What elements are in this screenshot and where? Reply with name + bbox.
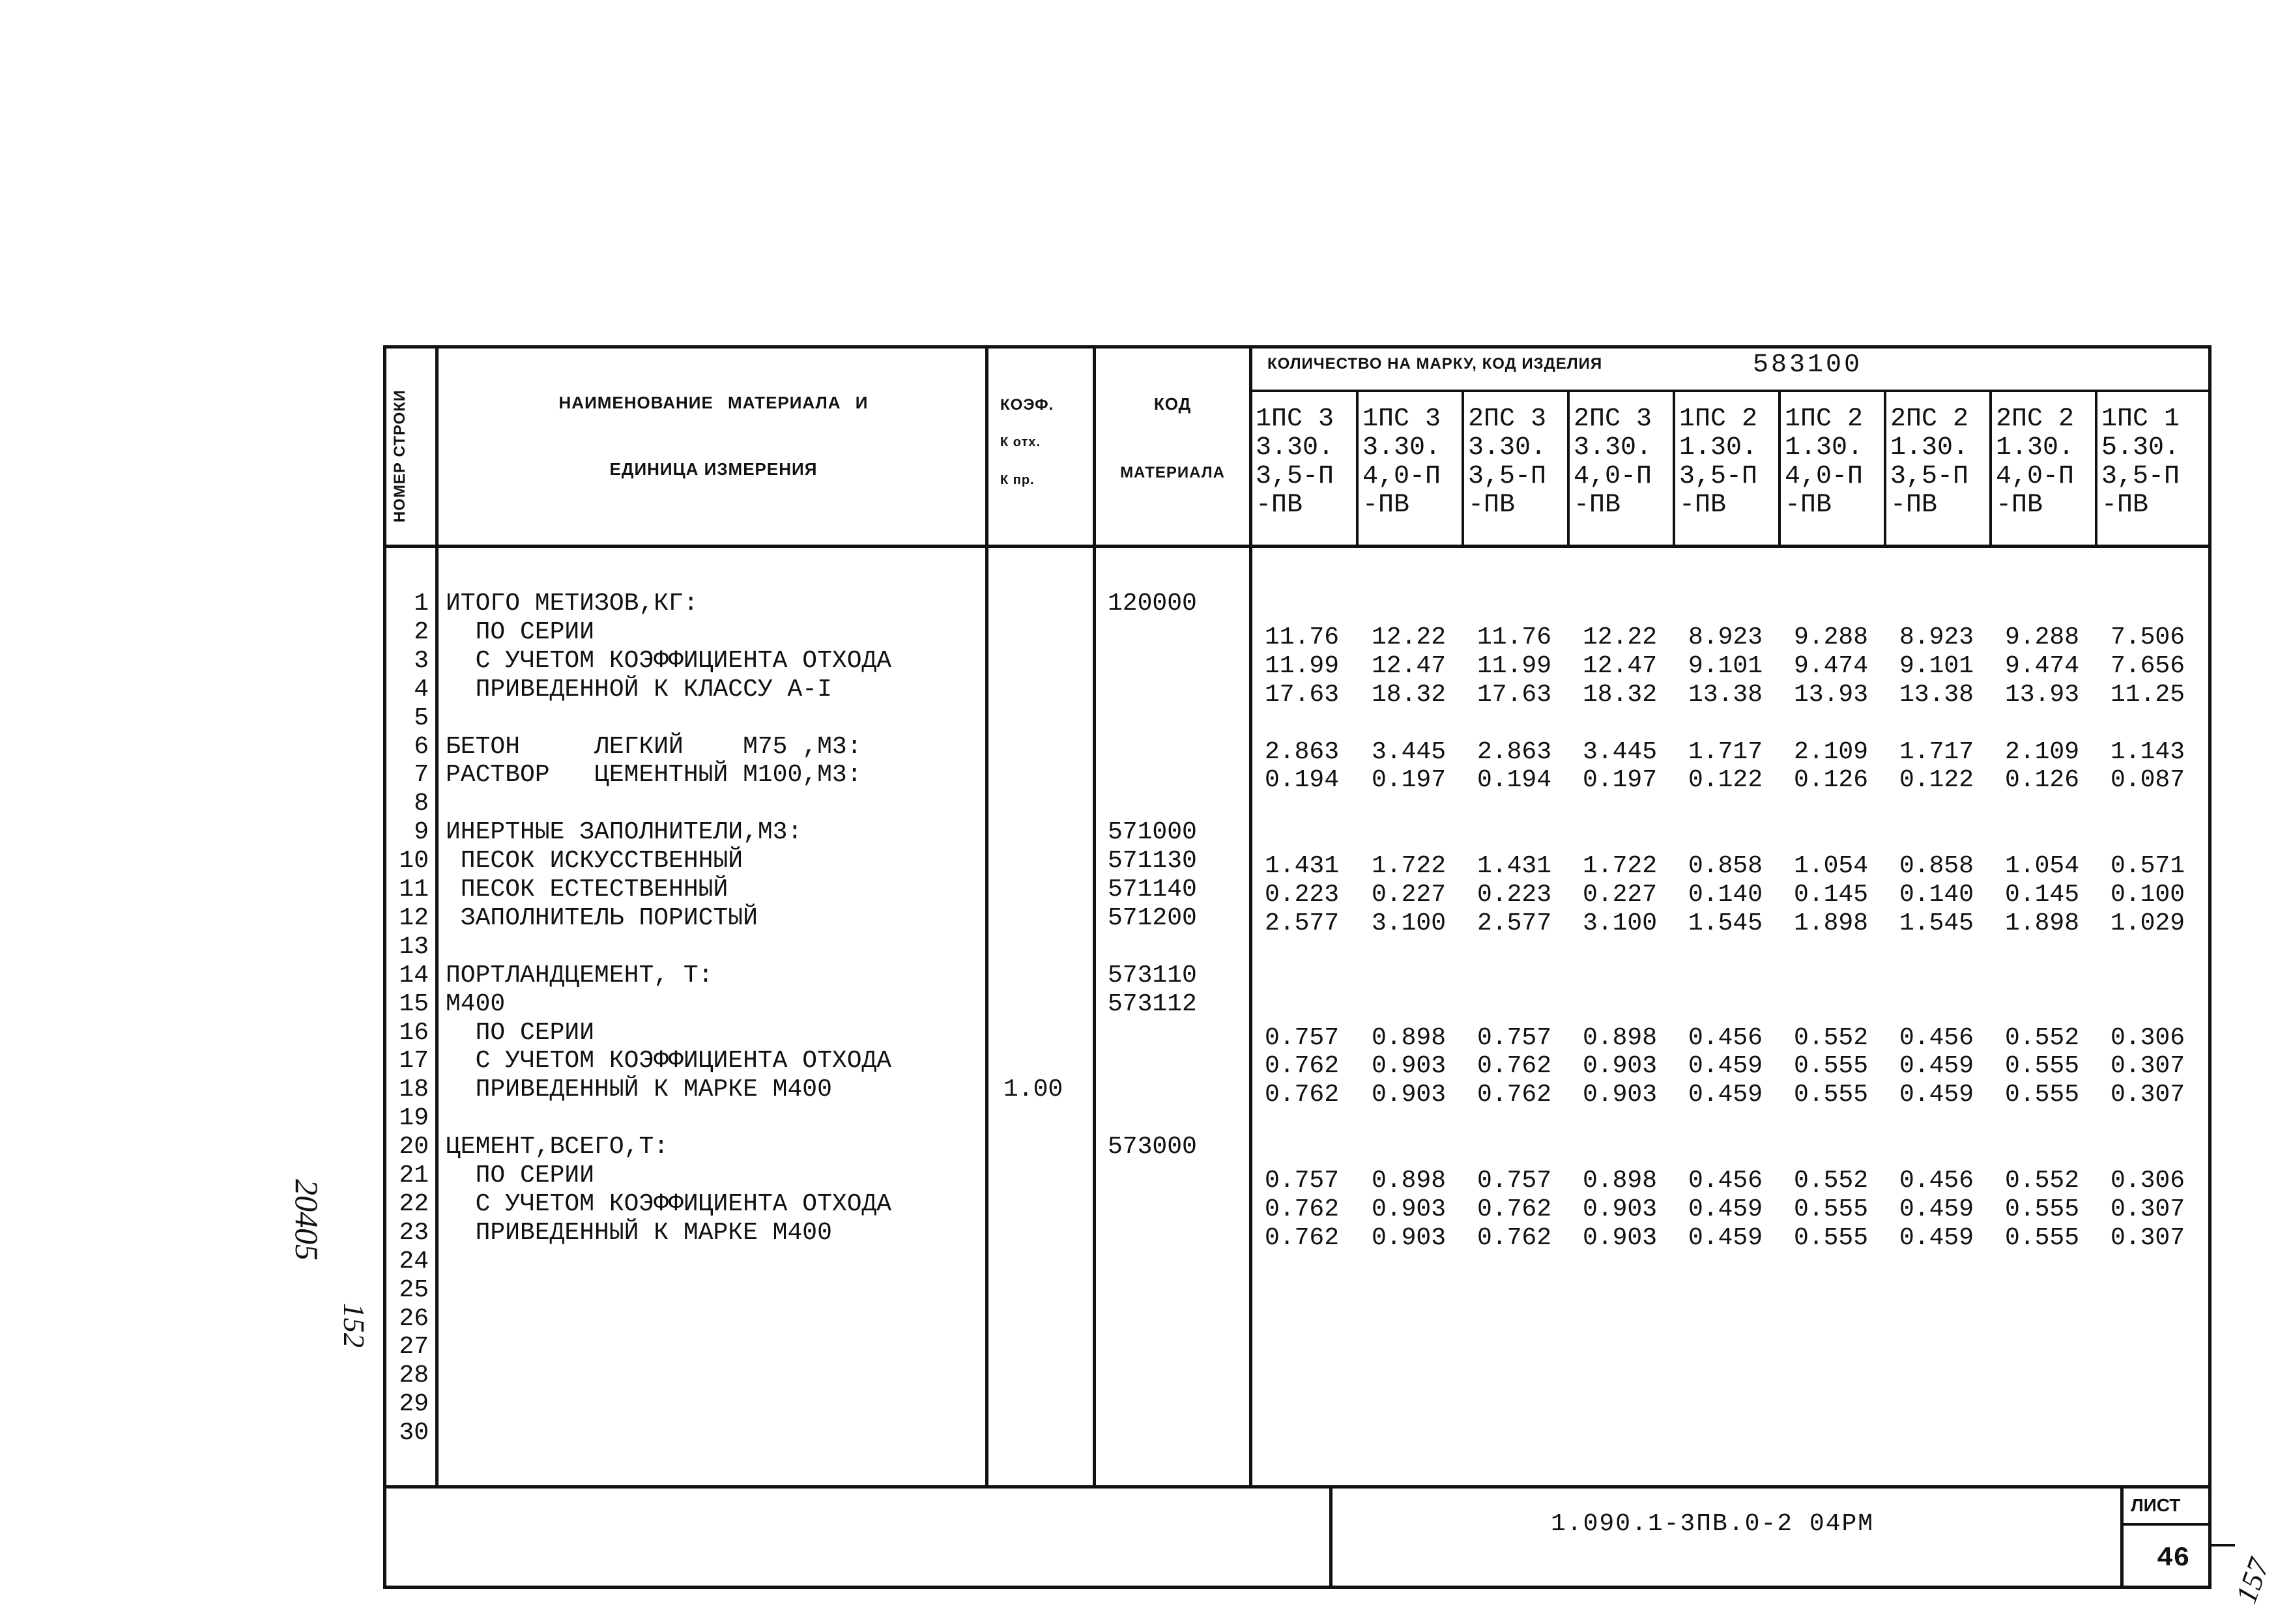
quantity-cell: 2.109 [1793, 737, 1869, 766]
row-name: ПО СЕРИИ [446, 1161, 595, 1190]
quantity-cell: 0.145 [1793, 881, 1869, 909]
header-code-line1: КОД [1153, 394, 1192, 414]
header-name-line2: ЕДИНИЦА ИЗМЕРЕНИЯ [609, 459, 818, 479]
row-number: 3 [414, 646, 429, 675]
row-number: 19 [399, 1104, 429, 1133]
row-number: 11 [399, 876, 429, 904]
quantity-cell: 0.903 [1582, 1195, 1658, 1223]
quantity-cell: 1.722 [1371, 852, 1447, 881]
quantity-cell: 11.99 [1264, 651, 1340, 680]
row-number: 1 [414, 590, 429, 618]
quantity-cell: 0.762 [1264, 1223, 1340, 1252]
col-sep [1567, 391, 1570, 546]
row-name: С УЧЕТОМ КОЭФФИЦИЕНТА ОТХОДА [446, 1190, 892, 1218]
quantity-cell: 3.445 [1371, 737, 1447, 766]
quantity-cell: 9.474 [2004, 651, 2080, 680]
quantity-cell: 0.762 [1477, 1081, 1552, 1109]
row-number: 2 [414, 618, 429, 646]
quantity-cell: 1.143 [2110, 737, 2185, 766]
quantity-cell: 17.63 [1477, 680, 1552, 709]
header-coef-line1: КОЭФ. [1000, 396, 1054, 414]
frame-right [2208, 345, 2212, 1589]
col-sep [1462, 391, 1464, 546]
quantity-cell: 0.903 [1582, 1052, 1658, 1081]
sheet-label: ЛИСТ [2131, 1495, 2181, 1515]
quantity-cell: 18.32 [1582, 680, 1658, 709]
quantity-cell: 0.456 [1899, 1167, 1974, 1195]
quantity-cell: 0.456 [1688, 1167, 1763, 1195]
material-code: 120000 [1108, 590, 1197, 618]
corner-tick [2209, 1544, 2235, 1546]
quantity-cell: 1.898 [2004, 909, 2080, 937]
quantity-cell: 12.47 [1582, 651, 1658, 680]
quantity-cell: 0.903 [1371, 1052, 1447, 1081]
quantity-cell: 13.38 [1688, 680, 1763, 709]
quantity-cell: 0.140 [1688, 881, 1763, 909]
quantity-cell: 0.552 [1793, 1167, 1869, 1195]
row-number: 12 [399, 904, 429, 932]
material-code: 571200 [1108, 904, 1197, 932]
quantity-cell: 0.555 [1793, 1223, 1869, 1252]
column-header: 1ПС 2 1.30. 4,0-П -ПВ [1785, 405, 1864, 520]
header-divider [383, 545, 2212, 548]
quantity-cell: 0.903 [1582, 1081, 1658, 1109]
quantity-cell: 9.288 [2004, 623, 2080, 651]
row-number: 7 [414, 761, 429, 790]
quantity-cell: 8.923 [1688, 623, 1763, 651]
col-sep [1356, 391, 1359, 546]
quantity-cell: 0.459 [1899, 1195, 1974, 1223]
row-number: 10 [399, 847, 429, 876]
quantity-cell: 7.656 [2110, 651, 2185, 680]
document-designation: 1.090.1-3ПВ.0-2 04РМ [1551, 1510, 1875, 1538]
vline-rownum [435, 345, 439, 1487]
row-number: 6 [414, 732, 429, 761]
material-code: 571130 [1108, 847, 1197, 876]
frame-top [383, 345, 2212, 349]
quantity-cell: 12.22 [1371, 623, 1447, 651]
quantity-cell: 0.087 [2110, 766, 2185, 795]
quantity-cell: 0.555 [1793, 1195, 1869, 1223]
quantity-cell: 0.459 [1688, 1081, 1763, 1109]
coefficient-value: 1.00 [1003, 1076, 1063, 1104]
row-name: ПРИВЕДЕННЫЙ К МАРКЕ М400 [446, 1218, 832, 1247]
row-number: 13 [399, 932, 429, 961]
quantity-cell: 0.122 [1688, 766, 1763, 795]
quantity-cell: 1.029 [2110, 909, 2185, 937]
quantity-cell: 0.307 [2110, 1052, 2185, 1081]
quantity-cell: 0.762 [1477, 1195, 1552, 1223]
header-quantity-label: КОЛИЧЕСТВО НА МАРКУ, КОД ИЗДЕЛИЯ [1267, 355, 1603, 373]
row-number: 16 [399, 1018, 429, 1047]
row-name: М400 [446, 990, 506, 1018]
quantity-cell: 0.223 [1264, 881, 1340, 909]
quantity-cell: 1.717 [1899, 737, 1974, 766]
quantity-cell: 3.100 [1371, 909, 1447, 937]
quantity-cell: 2.109 [2004, 737, 2080, 766]
row-number: 18 [399, 1076, 429, 1104]
row-name: ИНЕРТНЫЕ ЗАПОЛНИТЕЛИ,М3: [446, 818, 803, 847]
column-header: 1ПС 3 3.30. 4,0-П -ПВ [1362, 405, 1441, 520]
row-number: 20 [399, 1133, 429, 1161]
quantity-cell: 3.445 [1582, 737, 1658, 766]
quantity-cell: 0.307 [2110, 1081, 2185, 1109]
quantity-cell: 7.506 [2110, 623, 2185, 651]
col-sep [1673, 391, 1675, 546]
quantity-cell: 11.25 [2110, 680, 2185, 709]
quantity-cell: 0.126 [1793, 766, 1869, 795]
quantity-cell: 0.858 [1688, 852, 1763, 881]
column-header: 1ПС 2 1.30. 3,5-П -ПВ [1679, 405, 1758, 520]
quantity-cell: 0.555 [2004, 1195, 2080, 1223]
quantity-cell: 1.722 [1582, 852, 1658, 881]
row-name: ПОРТЛАНДЦЕМЕНТ, Т: [446, 961, 713, 990]
quantity-cell: 0.197 [1371, 766, 1447, 795]
quantity-cell: 0.194 [1477, 766, 1552, 795]
quantity-cell: 0.898 [1371, 1167, 1447, 1195]
sheet-number: 46 [2157, 1543, 2190, 1574]
vline-name [985, 345, 988, 1487]
quantity-cell: 0.898 [1371, 1023, 1447, 1052]
quantity-cell: 0.762 [1264, 1052, 1340, 1081]
quantity-cell: 0.903 [1582, 1223, 1658, 1252]
quantity-cell: 9.288 [1793, 623, 1869, 651]
quantity-cell: 0.762 [1264, 1081, 1340, 1109]
quantity-cell: 0.306 [2110, 1023, 2185, 1052]
quantity-cell: 2.577 [1477, 909, 1552, 937]
row-name: С УЧЕТОМ КОЭФФИЦИЕНТА ОТХОДА [446, 646, 892, 675]
quantity-cell: 0.555 [2004, 1052, 2080, 1081]
quantity-cell: 1.054 [2004, 852, 2080, 881]
quantity-cell: 0.227 [1582, 881, 1658, 909]
quantity-cell: 12.22 [1582, 623, 1658, 651]
quantity-cell: 11.76 [1264, 623, 1340, 651]
row-number: 14 [399, 961, 429, 990]
row-number: 15 [399, 990, 429, 1018]
quantity-cell: 17.63 [1264, 680, 1340, 709]
material-code: 573000 [1108, 1133, 1197, 1161]
row-name: РАСТВОР ЦЕМЕНТНЫЙ М100,М3: [446, 761, 862, 790]
row-name: ЦЕМЕНТ,ВСЕГО,Т: [446, 1133, 669, 1161]
quantity-cell: 0.571 [2110, 852, 2185, 881]
quantity-cell: 9.101 [1688, 651, 1763, 680]
row-name: С УЧЕТОМ КОЭФФИЦИЕНТА ОТХОДА [446, 1047, 892, 1076]
material-code: 571000 [1108, 818, 1197, 847]
quantity-cell: 0.903 [1371, 1223, 1447, 1252]
footer-vline-designation [1329, 1485, 1333, 1589]
row-number: 25 [399, 1275, 429, 1304]
quantity-cell: 1.898 [1793, 909, 1869, 937]
col-sep [1884, 391, 1886, 546]
row-name: ПО СЕРИИ [446, 1018, 595, 1047]
material-code: 573110 [1108, 961, 1197, 990]
quantity-cell: 0.100 [2110, 881, 2185, 909]
quantity-cell: 0.197 [1582, 766, 1658, 795]
row-number: 22 [399, 1190, 429, 1218]
row-number: 28 [399, 1361, 429, 1390]
quantity-cell: 0.762 [1477, 1223, 1552, 1252]
quantity-cell: 0.307 [2110, 1195, 2185, 1223]
col-sep [1989, 391, 1992, 546]
quantity-cell: 0.555 [2004, 1081, 2080, 1109]
margin-page-number: 152 [338, 1303, 371, 1348]
quantity-cell: 1.431 [1477, 852, 1552, 881]
column-header: 2ПС 2 1.30. 3,5-П -ПВ [1890, 405, 1969, 520]
quantity-cell: 1.431 [1264, 852, 1340, 881]
header-code-line2: МАТЕРИАЛА [1120, 464, 1225, 481]
row-number: 29 [399, 1390, 429, 1419]
quantity-cell: 0.552 [1793, 1023, 1869, 1052]
row-number: 23 [399, 1218, 429, 1247]
row-name: ПЕСОК ИСКУССТВЕННЫЙ [446, 847, 743, 876]
quantity-cell: 0.552 [2004, 1167, 2080, 1195]
footer-sheet-divider [2120, 1523, 2212, 1526]
row-number: 21 [399, 1161, 429, 1190]
header-row-number: НОМЕР СТРОКИ [391, 389, 409, 523]
quantity-cell: 0.555 [1793, 1081, 1869, 1109]
header-product-code: 583100 [1753, 350, 1863, 380]
quantity-cell: 0.306 [2110, 1167, 2185, 1195]
quantity-cell: 1.054 [1793, 852, 1869, 881]
quantity-cell: 0.762 [1264, 1195, 1340, 1223]
quantity-cell: 0.459 [1899, 1223, 1974, 1252]
row-name: ПЕСОК ЕСТЕСТВЕННЫЙ [446, 876, 728, 904]
quantity-cell: 18.32 [1371, 680, 1447, 709]
quantity-cell: 0.757 [1477, 1023, 1552, 1052]
row-number: 27 [399, 1333, 429, 1361]
row-name: ПО СЕРИИ [446, 618, 595, 646]
column-header: 2ПС 3 3.30. 4,0-П -ПВ [1574, 405, 1652, 520]
quantity-cell: 12.47 [1371, 651, 1447, 680]
row-number: 4 [414, 675, 429, 704]
quantity-cell: 0.227 [1371, 881, 1447, 909]
quantity-cell: 0.898 [1582, 1167, 1658, 1195]
header-coef-line3: К пр. [1000, 473, 1035, 487]
footer-divider [383, 1485, 2212, 1489]
quantity-cell: 13.38 [1899, 680, 1974, 709]
quantity-cell: 13.93 [2004, 680, 2080, 709]
quantity-cell: 0.903 [1371, 1195, 1447, 1223]
column-header: 2ПС 2 1.30. 4,0-П -ПВ [1996, 405, 2075, 520]
quantity-cell: 0.459 [1899, 1052, 1974, 1081]
row-name: ПРИВЕДЕННЫЙ К МАРКЕ М400 [446, 1076, 832, 1104]
quantity-cell: 0.555 [1793, 1052, 1869, 1081]
vline-coef [1093, 345, 1096, 1487]
row-name: ИТОГО МЕТИЗОВ,КГ: [446, 590, 699, 618]
quantity-cell: 0.145 [2004, 881, 2080, 909]
quantity-cell: 8.923 [1899, 623, 1974, 651]
footer-vline-sheet [2120, 1485, 2124, 1589]
quantity-cell: 0.223 [1477, 881, 1552, 909]
quantity-cell: 0.456 [1688, 1023, 1763, 1052]
quantity-cell: 13.93 [1793, 680, 1869, 709]
column-header: 1ПС 1 5.30. 3,5-П -ПВ [2101, 405, 2180, 520]
quantity-cell: 0.903 [1371, 1081, 1447, 1109]
quantity-cell: 0.552 [2004, 1023, 2080, 1052]
quantity-cell: 11.99 [1477, 651, 1552, 680]
quantity-cell: 0.456 [1899, 1023, 1974, 1052]
material-code: 573112 [1108, 990, 1197, 1018]
quantity-cell: 1.545 [1688, 909, 1763, 937]
quantity-cell: 0.555 [2004, 1223, 2080, 1252]
row-number: 9 [414, 818, 429, 847]
quantity-cell: 0.459 [1688, 1195, 1763, 1223]
quantity-cell: 0.126 [2004, 766, 2080, 795]
row-number: 30 [399, 1419, 429, 1447]
quantity-cell: 2.863 [1477, 737, 1552, 766]
row-number: 26 [399, 1304, 429, 1333]
quantity-cell: 0.307 [2110, 1223, 2185, 1252]
quantity-cell: 2.577 [1264, 909, 1340, 937]
quantity-cell: 1.717 [1688, 737, 1763, 766]
frame-left [383, 345, 386, 1589]
row-name: ЗАПОЛНИТЕЛЬ ПОРИСТЫЙ [446, 904, 758, 932]
column-header: 2ПС 3 3.30. 3,5-П -ПВ [1468, 405, 1547, 520]
quantity-cell: 0.140 [1899, 881, 1974, 909]
quantity-cell: 0.762 [1477, 1052, 1552, 1081]
quantity-cell: 0.898 [1582, 1023, 1658, 1052]
row-number: 17 [399, 1047, 429, 1076]
quantity-cell: 0.757 [1264, 1167, 1340, 1195]
corner-number: 157 [2228, 1554, 2276, 1608]
quantity-cell: 0.122 [1899, 766, 1974, 795]
quantity-cell: 0.757 [1477, 1167, 1552, 1195]
quantity-cell: 0.459 [1688, 1223, 1763, 1252]
col-sep [2095, 391, 2097, 546]
row-number: 5 [414, 704, 429, 732]
quantity-cell: 2.863 [1264, 737, 1340, 766]
quantity-cell: 0.459 [1899, 1081, 1974, 1109]
header-coef-line2: К отх. [1000, 435, 1041, 449]
quantity-cell: 9.474 [1793, 651, 1869, 680]
row-name: ПРИВЕДЕННОЙ К КЛАССУ А-I [446, 675, 832, 704]
quantity-header-line [1249, 390, 2212, 392]
quantity-cell: 0.858 [1899, 852, 1974, 881]
quantity-cell: 9.101 [1899, 651, 1974, 680]
quantity-cell: 3.100 [1582, 909, 1658, 937]
quantity-cell: 0.757 [1264, 1023, 1340, 1052]
inventory-number: 20405 [289, 1179, 325, 1261]
frame-bottom [383, 1586, 2212, 1589]
header-name-line1: НАИМЕНОВАНИЕ МАТЕРИАЛА И [558, 393, 869, 412]
row-name: БЕТОН ЛЕГКИЙ М75 ,М3: [446, 732, 862, 761]
quantity-cell: 1.545 [1899, 909, 1974, 937]
material-code: 571140 [1108, 876, 1197, 904]
column-header: 1ПС 3 3.30. 3,5-П -ПВ [1256, 405, 1334, 520]
quantity-cell: 0.194 [1264, 766, 1340, 795]
quantity-cell: 0.459 [1688, 1052, 1763, 1081]
col-sep [1778, 391, 1781, 546]
quantity-cell: 11.76 [1477, 623, 1552, 651]
row-number: 24 [399, 1247, 429, 1275]
row-number: 8 [414, 790, 429, 818]
